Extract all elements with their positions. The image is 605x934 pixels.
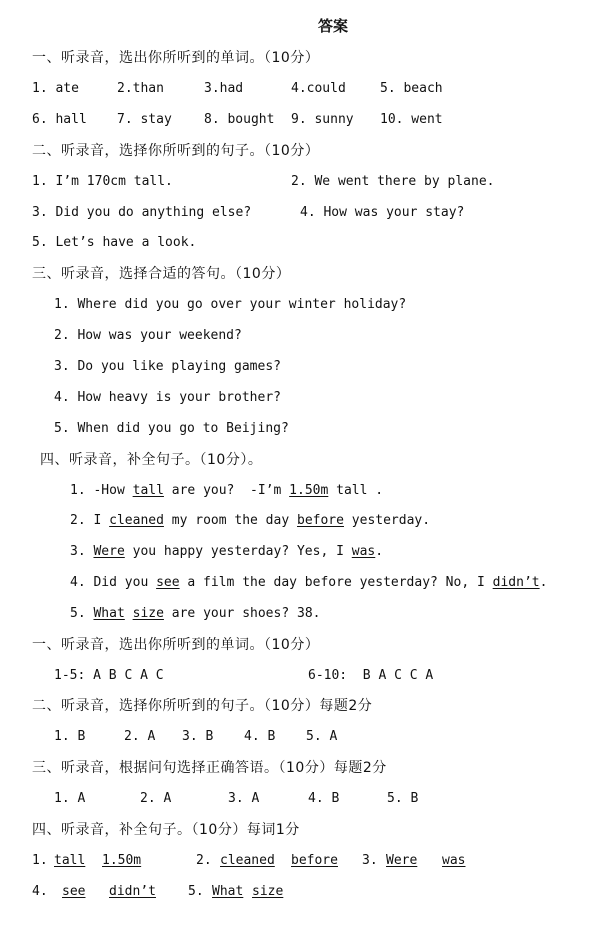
q1-word-1: 1. ate (32, 81, 79, 96)
q1-word-8: 8. bought (204, 112, 275, 127)
q2-sentence-1: 1. I’m 170cm tall. (32, 174, 173, 189)
answer-3-item: 5. B (387, 791, 419, 806)
answer-4-word: Were (386, 853, 418, 868)
page-title: 答案 (318, 17, 349, 35)
blank-word: size (132, 606, 164, 621)
q2-heading: 二、听录音，选择你所听到的句子。（10分） (32, 143, 320, 159)
answer-3-heading: 三、听录音，根据问句选择正确答语。（10分）每题2分 (32, 760, 387, 776)
answer-4-word: was (442, 853, 466, 868)
answer-3-item: 1. A (54, 791, 86, 806)
q4-line-3: 3. Were you happy yesterday? Yes, I was. (70, 544, 384, 559)
q1-word-9: 9. sunny (291, 112, 354, 127)
answer-3-item: 2. A (140, 791, 172, 806)
answer-4-word: didn’t (109, 884, 156, 899)
answer-4-num: 4. (32, 884, 48, 899)
answer-1-heading: 一、听录音，选出你所听到的单词。（10分） (32, 637, 320, 653)
q1-heading: 一、听录音，选出你所听到的单词。（10分） (32, 50, 320, 66)
blank-word: 1.50m (289, 483, 329, 498)
answer-2-item: 1. B (54, 729, 86, 744)
q3-item-2: 2. How was your weekend? (54, 328, 242, 343)
answer-4-word: What (212, 884, 244, 899)
q2-sentence-3: 3. Did you do anything else? (32, 205, 252, 220)
answer-4-word: before (291, 853, 338, 868)
answer-4-word: see (62, 884, 86, 899)
blank-word: see (156, 575, 180, 590)
q4-line-4: 4. Did you see a film the day before yesterday? No, I didn’t. (70, 575, 548, 590)
q1-word-2: 2.than (117, 81, 164, 96)
q1-word-10: 10. went (380, 112, 443, 127)
blank-word: cleaned (109, 513, 164, 528)
answer-2-item: 2. A (124, 729, 156, 744)
q3-item-3: 3. Do you like playing games? (54, 359, 281, 374)
blank-word: What (93, 606, 125, 621)
answer-2-heading: 二、听录音，选择你所听到的句子。（10分）每题2分 (32, 698, 373, 714)
answer-1-right: 6-10: B A C C A (308, 668, 434, 683)
blank-word: before (297, 513, 344, 528)
answer-4-word: tall (54, 853, 86, 868)
q4-line-5: 5. What size are your shoes? 38. (70, 606, 321, 621)
answer-3-item: 3. A (228, 791, 260, 806)
answer-3-item: 4. B (308, 791, 340, 806)
q1-word-6: 6. hall (32, 112, 87, 127)
answer-1-left: 1-5: A B C A C (54, 668, 164, 683)
q4-heading: 四、听录音，补全句子。（10分）。 (40, 452, 263, 468)
blank-word: Were (93, 544, 125, 559)
answer-4-word: size (252, 884, 284, 899)
answer-4-num: 1. (32, 853, 48, 868)
q1-word-7: 7. stay (117, 112, 172, 127)
q2-sentence-4: 4. How was your stay? (300, 205, 465, 220)
q3-heading: 三、听录音，选择合适的答句。（10分） (32, 266, 291, 282)
q3-item-4: 4. How heavy is your brother? (54, 390, 281, 405)
answer-4-num: 2. (196, 853, 212, 868)
q4-line-1: 1. -How tall are you? -I’m 1.50m tall . (70, 483, 384, 498)
answer-4-word: 1.50m (102, 853, 142, 868)
answer-4-num: 3. (362, 853, 378, 868)
q3-item-1: 1. Where did you go over your winter holiday? (54, 297, 407, 312)
q2-sentence-5: 5. Let’s have a look. (32, 235, 197, 250)
q1-word-4: 4.could (291, 81, 346, 96)
q2-sentence-2: 2. We went there by plane. (291, 174, 495, 189)
blank-word: tall (132, 483, 164, 498)
q1-word-5: 5. beach (380, 81, 443, 96)
answer-4-word: cleaned (220, 853, 275, 868)
answer-4-heading: 四、听录音，补全句子。（10分）每词1分 (32, 822, 300, 838)
q1-word-3: 3.had (204, 81, 244, 96)
blank-word: didn’t (492, 575, 540, 590)
answer-2-item: 5. A (306, 729, 338, 744)
q3-item-5: 5. When did you go to Beijing? (54, 421, 289, 436)
q4-line-2: 2. I cleaned my room the day before yesterday. (70, 513, 431, 528)
blank-word: was (351, 544, 376, 559)
answer-2-item: 4. B (244, 729, 276, 744)
answer-4-num: 5. (188, 884, 204, 899)
answer-2-item: 3. B (182, 729, 214, 744)
